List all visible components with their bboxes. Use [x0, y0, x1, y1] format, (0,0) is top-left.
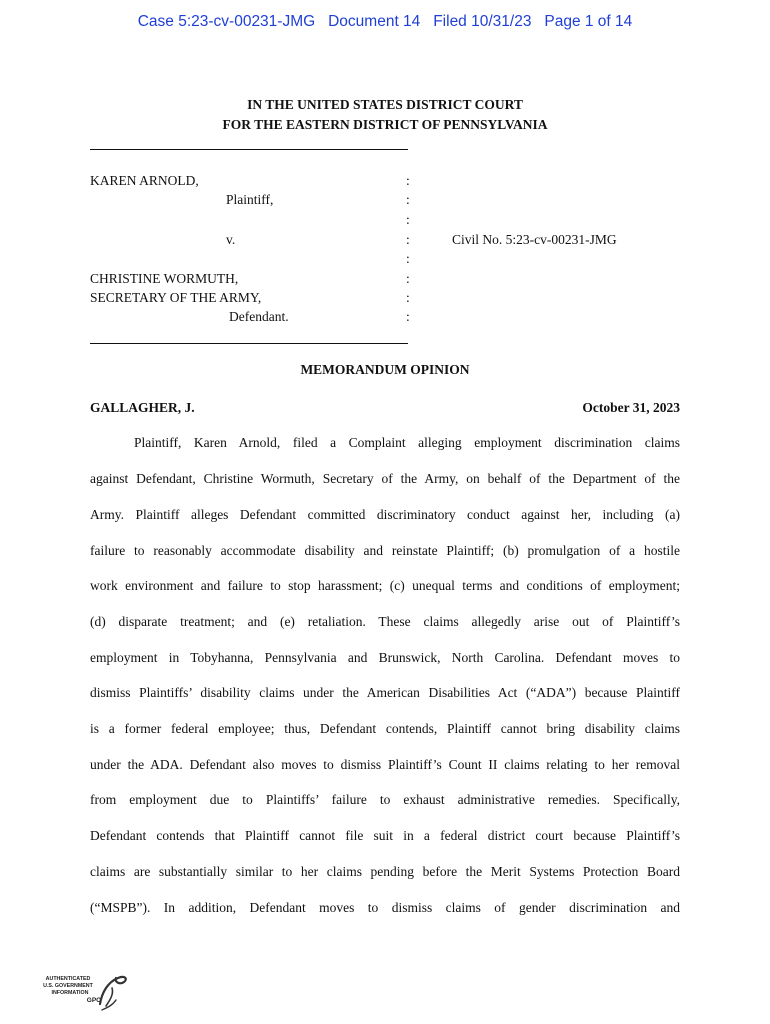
- court-title-line2: FOR THE EASTERN DISTRICT OF PENNSYLVANIA: [222, 117, 548, 132]
- body-line: work environment and failure to stop harassment; (c) unequal terms and conditions of employment;: [90, 578, 680, 593]
- memorandum-title: MEMORANDUM OPINION: [300, 362, 470, 377]
- gpo-logo-text: GPO: [86, 997, 102, 1004]
- caption-colon: :: [406, 251, 410, 266]
- gpo-logo-text: AUTHENTICATED: [45, 976, 91, 982]
- body-line: claims are substantially similar to her claims pending before the Merit Systems Protection Board: [90, 864, 680, 879]
- body-line: under the ADA. Defendant also moves to dismiss Plaintiff’s Count II claims relating to her removal: [90, 757, 680, 772]
- caption-colon: :: [406, 173, 410, 188]
- opinion-date: October 31, 2023: [582, 400, 680, 415]
- gpo-logo-text: INFORMATION: [51, 990, 89, 996]
- body-line: against Defendant, Christine Wormuth, Secretary of the Army, on behalf of the Department of the: [90, 471, 680, 486]
- civil-number: Civil No. 5:23-cv-00231-JMG: [452, 232, 617, 247]
- body-line: employment in Tobyhanna, Pennsylvania and Brunswick, North Carolina. Defendant moves to: [90, 650, 680, 665]
- body-line: failure to reasonably accommodate disability and reinstate Plaintiff; (b) promulgation of a hostile: [90, 543, 680, 558]
- body-line: from employment due to Plaintiffs’ failure to exhaust administrative remedies. Specifically,: [90, 792, 680, 807]
- caption-colon: :: [406, 309, 410, 324]
- caption-top-rule: [90, 149, 408, 150]
- eagle-icon: [106, 988, 113, 1006]
- plaintiff-name: KAREN ARNOLD,: [90, 173, 199, 188]
- case-header-stamp: Case 5:23-cv-00231-JMG Document 14 Filed 10/31/23 Page 1 of 14: [137, 13, 633, 30]
- plaintiff-role: Plaintiff,: [226, 192, 274, 207]
- caption-colon: :: [406, 271, 410, 286]
- defendant-name: CHRISTINE WORMUTH,: [90, 271, 239, 286]
- body-line: is a former federal employee; thus, Defendant contends, Plaintiff cannot bring disability claims: [90, 721, 680, 736]
- defendant-role: Defendant.: [229, 309, 289, 324]
- gpo-authenticated-logo-icon: [42, 970, 132, 1018]
- court-title-line1: IN THE UNITED STATES DISTRICT COURT: [247, 97, 523, 112]
- gpo-logo-text: U.S. GOVERNMENT: [43, 983, 93, 989]
- court-title: [0, 95, 770, 135]
- body-line: Army. Plaintiff alleges Defendant committed discriminatory conduct against her, including (a): [90, 507, 680, 522]
- versus-label: v.: [226, 232, 236, 247]
- caption-colon: :: [406, 212, 410, 227]
- caption-colon: :: [406, 232, 410, 247]
- body-line: Plaintiff, Karen Arnold, filed a Complaint alleging employment discrimination claims: [134, 435, 680, 450]
- defendant-title: SECRETARY OF THE ARMY,: [90, 290, 262, 305]
- caption-bottom-rule: [90, 343, 408, 344]
- caption-colon: :: [406, 290, 410, 305]
- body-line: (“MSPB”). In addition, Defendant moves to dismiss claims of gender discrimination and: [90, 900, 680, 915]
- body-line: dismiss Plaintiffs’ disability claims under the American Disabilities Act (“ADA”) because Plaintiff: [90, 685, 680, 700]
- caption-colon: :: [406, 192, 410, 207]
- body-line: Defendant contends that Plaintiff cannot file suit in a federal district court because Plaintiff’s: [90, 828, 680, 843]
- judge-name: GALLAGHER, J.: [90, 400, 195, 415]
- body-line: (d) disparate treatment; and (e) retaliation. These claims allegedly arise out of Plaintiff’s: [90, 614, 680, 629]
